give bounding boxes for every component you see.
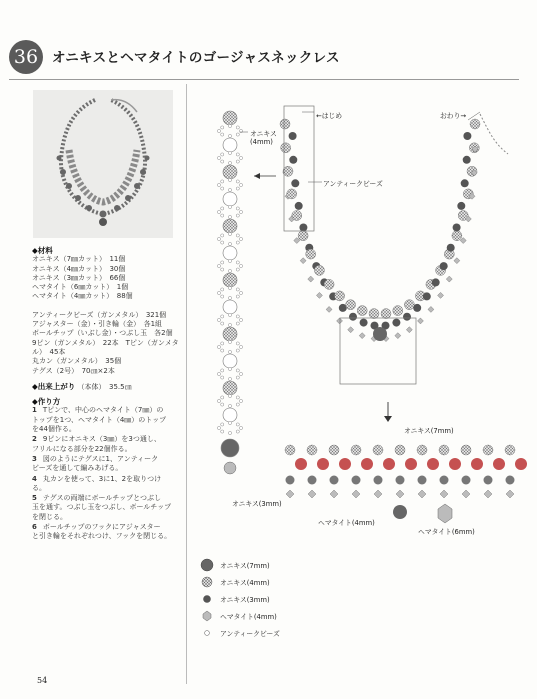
- antique-bead: [236, 369, 239, 372]
- hematite-bead: [506, 490, 514, 498]
- legend-item: ヘマタイト(4mm): [200, 609, 277, 623]
- onyx-4mm-bead: [505, 445, 515, 455]
- step-text: テグスの両端にボールチップとつぶし: [42, 494, 162, 503]
- onyx-4mm-bead: [306, 249, 316, 259]
- antique-bead: [236, 133, 239, 136]
- antique-bead: [221, 268, 224, 271]
- label-detail-hematite-6mm: ヘマタイト(6mm): [418, 528, 475, 536]
- page-number: 54: [37, 676, 48, 685]
- material-item: アジャスター（金）・引き輪（金） 各1組: [32, 320, 163, 329]
- material-item: ヘマタイト（4㎜カット） 88個: [32, 292, 133, 301]
- onyx-4mm-bead: [223, 300, 237, 314]
- hematite-bead: [300, 258, 306, 264]
- onyx-4mm-bead: [283, 166, 293, 176]
- antique-bead: [221, 180, 224, 183]
- label-onyx-4mm: オニキス (4mm): [250, 130, 277, 146]
- antique-bead: [239, 372, 242, 375]
- label-start: ←はじめ: [316, 112, 343, 120]
- hematite-bead: [326, 306, 332, 312]
- hematite-bead: [348, 327, 354, 333]
- onyx-4mm-bead: [395, 445, 405, 455]
- antique-bead: [228, 323, 231, 326]
- antique-bead: [236, 403, 239, 406]
- antique-bead: [221, 234, 224, 237]
- header-divider: [9, 79, 519, 80]
- antique-bead: [236, 180, 239, 183]
- onyx-3mm-bead: [405, 458, 417, 470]
- onyx-4mm-bead: [373, 445, 383, 455]
- method-step: [32, 406, 182, 434]
- onyx-3mm-bead: [289, 132, 297, 140]
- label-end: おわり→: [440, 112, 467, 120]
- label-detail-onyx-3mm: オニキス(3mm): [232, 500, 282, 508]
- onyx-3mm-bead: [440, 476, 449, 485]
- onyx-4mm-bead: [298, 231, 308, 241]
- method-step: [32, 523, 182, 542]
- hematite-bead: [330, 490, 338, 498]
- antique-bead: [221, 342, 224, 345]
- onyx-4mm-bead: [223, 192, 237, 206]
- step-text: トップを1つ、ヘマタイト（4㎜）のトップ: [32, 415, 167, 424]
- onyx-4mm-bead: [452, 231, 462, 241]
- antique-bead: [228, 205, 231, 208]
- antique-bead: [221, 295, 224, 298]
- onyx-4mm-bead: [346, 300, 356, 310]
- onyx-4mm-bead: [357, 306, 367, 316]
- antique-bead: [239, 345, 242, 348]
- step-text: 玉を通す。つぶし玉をつぶし、ボールチップ: [32, 503, 172, 512]
- finished-length: [32, 382, 182, 392]
- hematite-bead: [359, 333, 365, 339]
- project-number-badge: 36: [9, 40, 43, 74]
- onyx-3mm-bead: [289, 156, 297, 164]
- antique-bead: [236, 126, 239, 129]
- antique-bead: [228, 161, 231, 164]
- antique-bead: [228, 340, 231, 343]
- antique-bead: [221, 349, 224, 352]
- column-divider: [186, 84, 187, 684]
- onyx-3mm-bead: [317, 458, 329, 470]
- antique-bead: [217, 129, 220, 132]
- onyx-3mm-bead: [463, 132, 471, 140]
- antique-bead: [228, 215, 231, 218]
- step-text: 9ピンにオニキス（3㎜）を3つ通し、: [42, 435, 161, 444]
- antique-bead: [228, 394, 231, 397]
- antique-bead: [236, 376, 239, 379]
- direction-arrowhead: [254, 173, 260, 179]
- step-text: と引き輪をそれぞれつけ、フックを閉じる。: [32, 532, 172, 541]
- material-item: テグス（2号） 70㎝×2本: [32, 366, 115, 375]
- hematite-bead: [446, 276, 452, 282]
- onyx-3mm-bead: [463, 156, 471, 164]
- onyx-4mm-bead: [223, 111, 237, 125]
- material-item: オニキス（7㎜カット） 11個: [32, 255, 126, 264]
- onyx-4mm-bead: [223, 408, 237, 422]
- onyx-7mm-bead: [373, 327, 387, 341]
- antique-bead: [221, 403, 224, 406]
- onyx-4mm-bead: [335, 291, 345, 301]
- onyx-3mm-bead: [427, 458, 439, 470]
- onyx-4mm-bead: [329, 445, 339, 455]
- legend-item: オニキス(7mm): [200, 558, 270, 572]
- step-text: Tピンで、中心のヘマタイト（7㎜）の: [42, 406, 164, 415]
- onyx-4mm-bead: [223, 381, 237, 395]
- step-number: 4: [32, 474, 37, 483]
- antique-bead: [228, 313, 231, 316]
- antique-bead: [221, 430, 224, 433]
- finished-value: （本体） 35.5㎝: [77, 382, 132, 391]
- antique-bead: [228, 269, 231, 272]
- antique-bead: [239, 156, 242, 159]
- onyx-4mm-bead: [404, 300, 414, 310]
- materials-heading: ◆材料: [32, 246, 53, 255]
- onyx-7mm-icon: [200, 558, 214, 572]
- antique-bead: [221, 126, 224, 129]
- hematite-bead: [224, 462, 236, 474]
- material-item: アンティークビーズ（ガンメタル） 321個: [32, 310, 167, 319]
- antique-bead: [236, 430, 239, 433]
- antique-bead: [221, 315, 224, 318]
- antique-bead: [239, 183, 242, 186]
- hematite-bead: [337, 318, 343, 324]
- antique-bead: [228, 134, 231, 137]
- onyx-3mm-bead: [432, 278, 440, 286]
- step-number: 5: [32, 494, 37, 503]
- onyx-4mm-bead: [307, 445, 317, 455]
- antique-bead: [236, 214, 239, 217]
- antique-bead: [228, 242, 231, 245]
- onyx-3mm-bead: [449, 458, 461, 470]
- onyx-3mm-bead: [352, 476, 361, 485]
- onyx-4mm-bead: [324, 279, 334, 289]
- onyx-3mm-bead: [462, 476, 471, 485]
- hematite-bead: [417, 318, 423, 324]
- onyx-3mm-bead: [349, 313, 357, 321]
- antique-bead: [236, 396, 239, 399]
- onyx-3mm-bead: [308, 476, 317, 485]
- antique-bead: [217, 156, 220, 159]
- onyx-3mm-bead: [286, 476, 295, 485]
- material-item: オニキス（3㎜カット） 66個: [32, 273, 126, 282]
- antique-bead: [228, 178, 231, 181]
- onyx-4mm-bead: [369, 309, 379, 319]
- antique-bead: [228, 188, 231, 191]
- onyx-4mm-bead: [223, 354, 237, 368]
- antique-bead: [221, 396, 224, 399]
- onyx-3mm-bead: [330, 476, 339, 485]
- onyx-4mm-bead: [314, 265, 324, 275]
- step-number: 6: [32, 523, 37, 532]
- onyx-4mm-bead: [287, 189, 297, 199]
- onyx-3mm-bead: [484, 476, 493, 485]
- step-text: る。: [32, 483, 46, 492]
- hematite-6mm-bead: [438, 504, 452, 523]
- materials-section: [32, 246, 182, 543]
- onyx-3mm-bead: [396, 476, 405, 485]
- onyx-3mm-bead: [392, 319, 400, 327]
- onyx-3mm-bead: [403, 313, 411, 321]
- material-item: ル） 45本: [32, 347, 66, 356]
- hematite-bead: [308, 490, 316, 498]
- necklace-photo: [33, 90, 173, 238]
- finished-heading: ◆出来上がり: [32, 381, 76, 391]
- method-step: [32, 494, 182, 522]
- antique-bead: [228, 124, 231, 127]
- antique-bead: [221, 214, 224, 217]
- onyx-4mm-bead: [483, 445, 493, 455]
- method-step: [32, 475, 182, 494]
- antique-bead: [217, 183, 220, 186]
- antique-bead: [236, 234, 239, 237]
- antique-bead: [221, 133, 224, 136]
- antique-bead: [217, 399, 220, 402]
- onyx-4mm-bead: [351, 445, 361, 455]
- step-text: フリルになる部分を22個作る。: [32, 444, 132, 453]
- antique-bead: [228, 350, 231, 353]
- step-text: ビーズを通して編みあげる。: [32, 464, 123, 473]
- page-title: オニキスとヘマタイトのゴージャスネックレス: [52, 50, 340, 66]
- onyx-3mm-bead: [418, 476, 427, 485]
- label-antique-beads: アンティークビーズ: [323, 180, 383, 188]
- onyx-4mm-bead: [223, 327, 237, 341]
- onyx-4mm-bead: [461, 445, 471, 455]
- onyx-3mm-bead: [461, 179, 469, 187]
- antique-bead: [236, 160, 239, 163]
- antique-bead: [217, 345, 220, 348]
- material-item: ボールチップ（いぶし金）・つぶし玉 各2個: [32, 329, 173, 338]
- antique-bead: [236, 207, 239, 210]
- onyx-4mm-bead: [223, 165, 237, 179]
- step-number: 1: [32, 406, 37, 415]
- onyx-3mm-bead: [493, 458, 505, 470]
- onyx-3mm-bead: [447, 244, 455, 252]
- step-text: を44個作る。: [32, 425, 76, 434]
- antique-bead: [217, 318, 220, 321]
- hematite-bead: [374, 490, 382, 498]
- onyx-3mm-bead: [413, 304, 421, 312]
- step-number: 3: [32, 454, 37, 463]
- antique-bead: [217, 237, 220, 240]
- onyx-3mm-bead: [453, 224, 461, 232]
- antique-bead: [239, 237, 242, 240]
- step-text: を閉じる。: [32, 512, 67, 521]
- onyx-3mm-bead: [423, 292, 431, 300]
- onyx-3mm-bead: [361, 458, 373, 470]
- onyx-3mm-bead: [360, 319, 368, 327]
- legend-item: オニキス(3mm): [200, 592, 270, 606]
- antique-bead: [228, 421, 231, 424]
- step-text: 丸カンを使って、3に1、2を取りつけ: [42, 474, 162, 483]
- onyx-3mm-icon: [200, 592, 214, 606]
- onyx-4mm-bead: [223, 219, 237, 233]
- antique-bead: [228, 431, 231, 434]
- hematite-bead: [286, 490, 294, 498]
- onyx-4mm-bead: [281, 143, 291, 153]
- method-step: [32, 435, 182, 454]
- label-detail-hematite-4mm: ヘマタイト(4mm): [318, 519, 375, 527]
- necklace-photo-image: [33, 90, 173, 238]
- hematite-bead: [406, 327, 412, 333]
- antique-bead: [236, 153, 239, 156]
- onyx-4mm-bead: [223, 246, 237, 260]
- bead-pattern-diagram: [190, 84, 530, 554]
- onyx-3mm-bead: [291, 179, 299, 187]
- antique-bead: [221, 369, 224, 372]
- antique-bead: [228, 377, 231, 380]
- method-step: [32, 455, 182, 474]
- antique-bead: [239, 318, 242, 321]
- hematite-bead: [438, 292, 444, 298]
- hematite-bead: [316, 292, 322, 298]
- onyx-4mm-bead: [439, 445, 449, 455]
- hematite-bead: [440, 490, 448, 498]
- material-item: オニキス（4㎜カット） 30個: [32, 264, 126, 273]
- material-item: 丸カン（ガンメタル） 35個: [32, 357, 122, 366]
- onyx-3mm-bead: [299, 224, 307, 232]
- adjuster-chain: [480, 114, 508, 154]
- onyx-4mm-bead: [393, 306, 403, 316]
- step-number: 2: [32, 435, 37, 444]
- onyx-4mm-bead: [381, 309, 391, 319]
- step-text: 図のようにテグスに1、アンティーク: [42, 454, 159, 463]
- hematite-bead: [462, 490, 470, 498]
- legend-item: オニキス(4mm): [200, 575, 270, 589]
- legend-item: アンティークビーズ: [200, 626, 280, 640]
- onyx-4mm-bead: [223, 273, 237, 287]
- antique-bead: [221, 160, 224, 163]
- antique-bead: [236, 241, 239, 244]
- antique-bead: [221, 288, 224, 291]
- onyx-3mm-bead: [515, 458, 527, 470]
- label-detail-onyx-7mm: オニキス(7mm): [404, 427, 454, 435]
- hematite-bead: [428, 306, 434, 312]
- onyx-4mm-bead: [417, 445, 427, 455]
- antique-bead: [221, 187, 224, 190]
- hematite-bead: [352, 490, 360, 498]
- onyx-4mm-bead: [285, 445, 295, 455]
- onyx-3mm-bead: [457, 202, 465, 210]
- hematite-bead: [395, 333, 401, 339]
- step-text: ボールチップのフックにアジャスター: [42, 523, 161, 532]
- onyx-3mm-bead: [383, 458, 395, 470]
- material-item: ヘマタイト（6㎜カット） 1個: [32, 283, 129, 292]
- antique-bead: [217, 291, 220, 294]
- antique-bead: [236, 295, 239, 298]
- onyx-4mm-bead: [223, 138, 237, 152]
- onyx-3mm-bead: [339, 458, 351, 470]
- antique-bead: [228, 404, 231, 407]
- antique-bead: [236, 315, 239, 318]
- method-heading: ◆作り方: [32, 397, 61, 407]
- onyx-4mm-bead: [280, 119, 290, 129]
- antique-bead: [239, 399, 242, 402]
- antique-bead: [236, 349, 239, 352]
- hematite-bead: [396, 490, 404, 498]
- antique-bead: [239, 210, 242, 213]
- onyx-3mm-bead: [374, 476, 383, 485]
- detail-arrowhead: [384, 416, 392, 422]
- antique-bead: [217, 426, 220, 429]
- hematite-bead: [418, 490, 426, 498]
- antique-bead: [228, 286, 231, 289]
- antique-bead: [236, 268, 239, 271]
- antique-bead: [236, 342, 239, 345]
- onyx-3mm-bead: [506, 476, 515, 485]
- antique-bead: [221, 153, 224, 156]
- antique-bead: [228, 151, 231, 154]
- antique-bead: [236, 322, 239, 325]
- antique-bead: [228, 259, 231, 262]
- antique-bead: [221, 423, 224, 426]
- antique-bead: [221, 241, 224, 244]
- hematite-4mm-icon: [200, 609, 214, 623]
- onyx-3mm-bead: [471, 458, 483, 470]
- antique-bead: [228, 232, 231, 235]
- antique-bead: [221, 322, 224, 325]
- onyx-4mm-icon: [200, 575, 214, 589]
- antique-bead: [221, 376, 224, 379]
- antique-bead: [239, 264, 242, 267]
- hematite-bead: [454, 258, 460, 264]
- antique-bead: [217, 210, 220, 213]
- onyx-3mm-bead: [295, 458, 307, 470]
- antique-bead: [236, 423, 239, 426]
- antique-bead: [217, 372, 220, 375]
- antique-bead: [228, 296, 231, 299]
- antique-bead: [221, 207, 224, 210]
- antique-bead: [217, 264, 220, 267]
- onyx-4mm-bead: [470, 119, 480, 129]
- hematite-bead: [484, 490, 492, 498]
- antique-bead: [236, 288, 239, 291]
- onyx-3mm-bead: [440, 262, 448, 270]
- onyx-4mm-bead: [292, 211, 302, 221]
- onyx-3mm-bead: [295, 202, 303, 210]
- antique-bead: [236, 187, 239, 190]
- antique-bead-icon: [200, 626, 214, 640]
- onyx-7mm-bead: [393, 505, 407, 519]
- antique-bead: [221, 261, 224, 264]
- antique-bead: [239, 291, 242, 294]
- antique-bead: [228, 367, 231, 370]
- antique-bead: [239, 426, 242, 429]
- antique-bead: [236, 261, 239, 264]
- onyx-7mm-bead: [221, 439, 239, 457]
- material-item: 9ピン（ガンメタル） 22本 Tピン（ガンメタ: [32, 338, 179, 347]
- hematite-bead: [308, 276, 314, 282]
